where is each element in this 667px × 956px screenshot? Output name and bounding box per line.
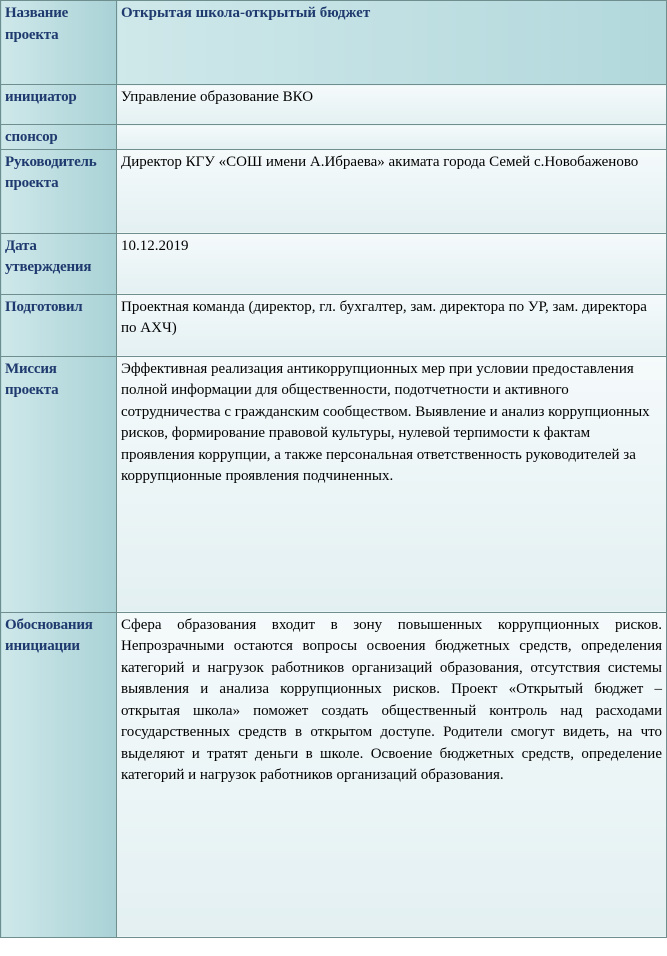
label-project-head: Руководитель проекта (1, 149, 117, 233)
row-mission (1, 356, 667, 612)
label-justification: Обоснования инициации (1, 612, 117, 937)
value-mission: Эффективная реализация антикоррупционных мер при условии предоставления полной информации для общественности, подотчетности и активного сотрудничества с гражданским сообществом. Выявление и анализ коррупционных рисков, формирование правовой культуры, нулевой терпимости к фактам проявления коррупции, а также персональная ответственность руководителей за коррупционные проявления подчиненных. (117, 356, 667, 612)
value-justification: Сфера образования входит в зону повышенных коррупционных рисков. Непрозрачными остаются вопросы освоения бюджетных средств, определения категорий и нагрузок работников организаций образования, отсутствия системы выявления и анализа коррупционных рисков. Проект «Открытый бюджет – открытая школа» поможет создать общественный контроль над расходами государственных средств в открытом доступе. Родители смогут видеть, на что выделяют и тратят деньги в школе. Освоение бюджетных средств, определение категорий и нагрузок работников организаций образования. (117, 612, 667, 937)
value-approval-date: 10.12.2019 (117, 233, 667, 294)
row-prepared-by (1, 294, 667, 356)
label-sponsor: спонсор (1, 125, 117, 150)
label-project-name: Название проекта (1, 1, 117, 85)
label-mission: Миссия проекта (1, 356, 117, 612)
row-project-head (1, 149, 667, 233)
row-sponsor (1, 125, 667, 150)
label-prepared-by: Подготовил (1, 294, 117, 356)
label-approval-date: Дата утверждения (1, 233, 117, 294)
row-justification (1, 612, 667, 937)
row-approval-date (1, 233, 667, 294)
value-sponsor (117, 125, 667, 150)
value-project-name: Открытая школа-открытый бюджет (117, 1, 667, 85)
value-project-head: Директор КГУ «СОШ имени А.Ибраева» акимата города Семей с.Новобаженово (117, 149, 667, 233)
value-initiator: Управление образование ВКО (117, 85, 667, 125)
row-initiator (1, 85, 667, 125)
value-prepared-by: Проектная команда (директор, гл. бухгалтер, зам. директора по УР, зам. директора по АХЧ) (117, 294, 667, 356)
row-project-name (1, 1, 667, 85)
label-initiator: инициатор (1, 85, 117, 125)
